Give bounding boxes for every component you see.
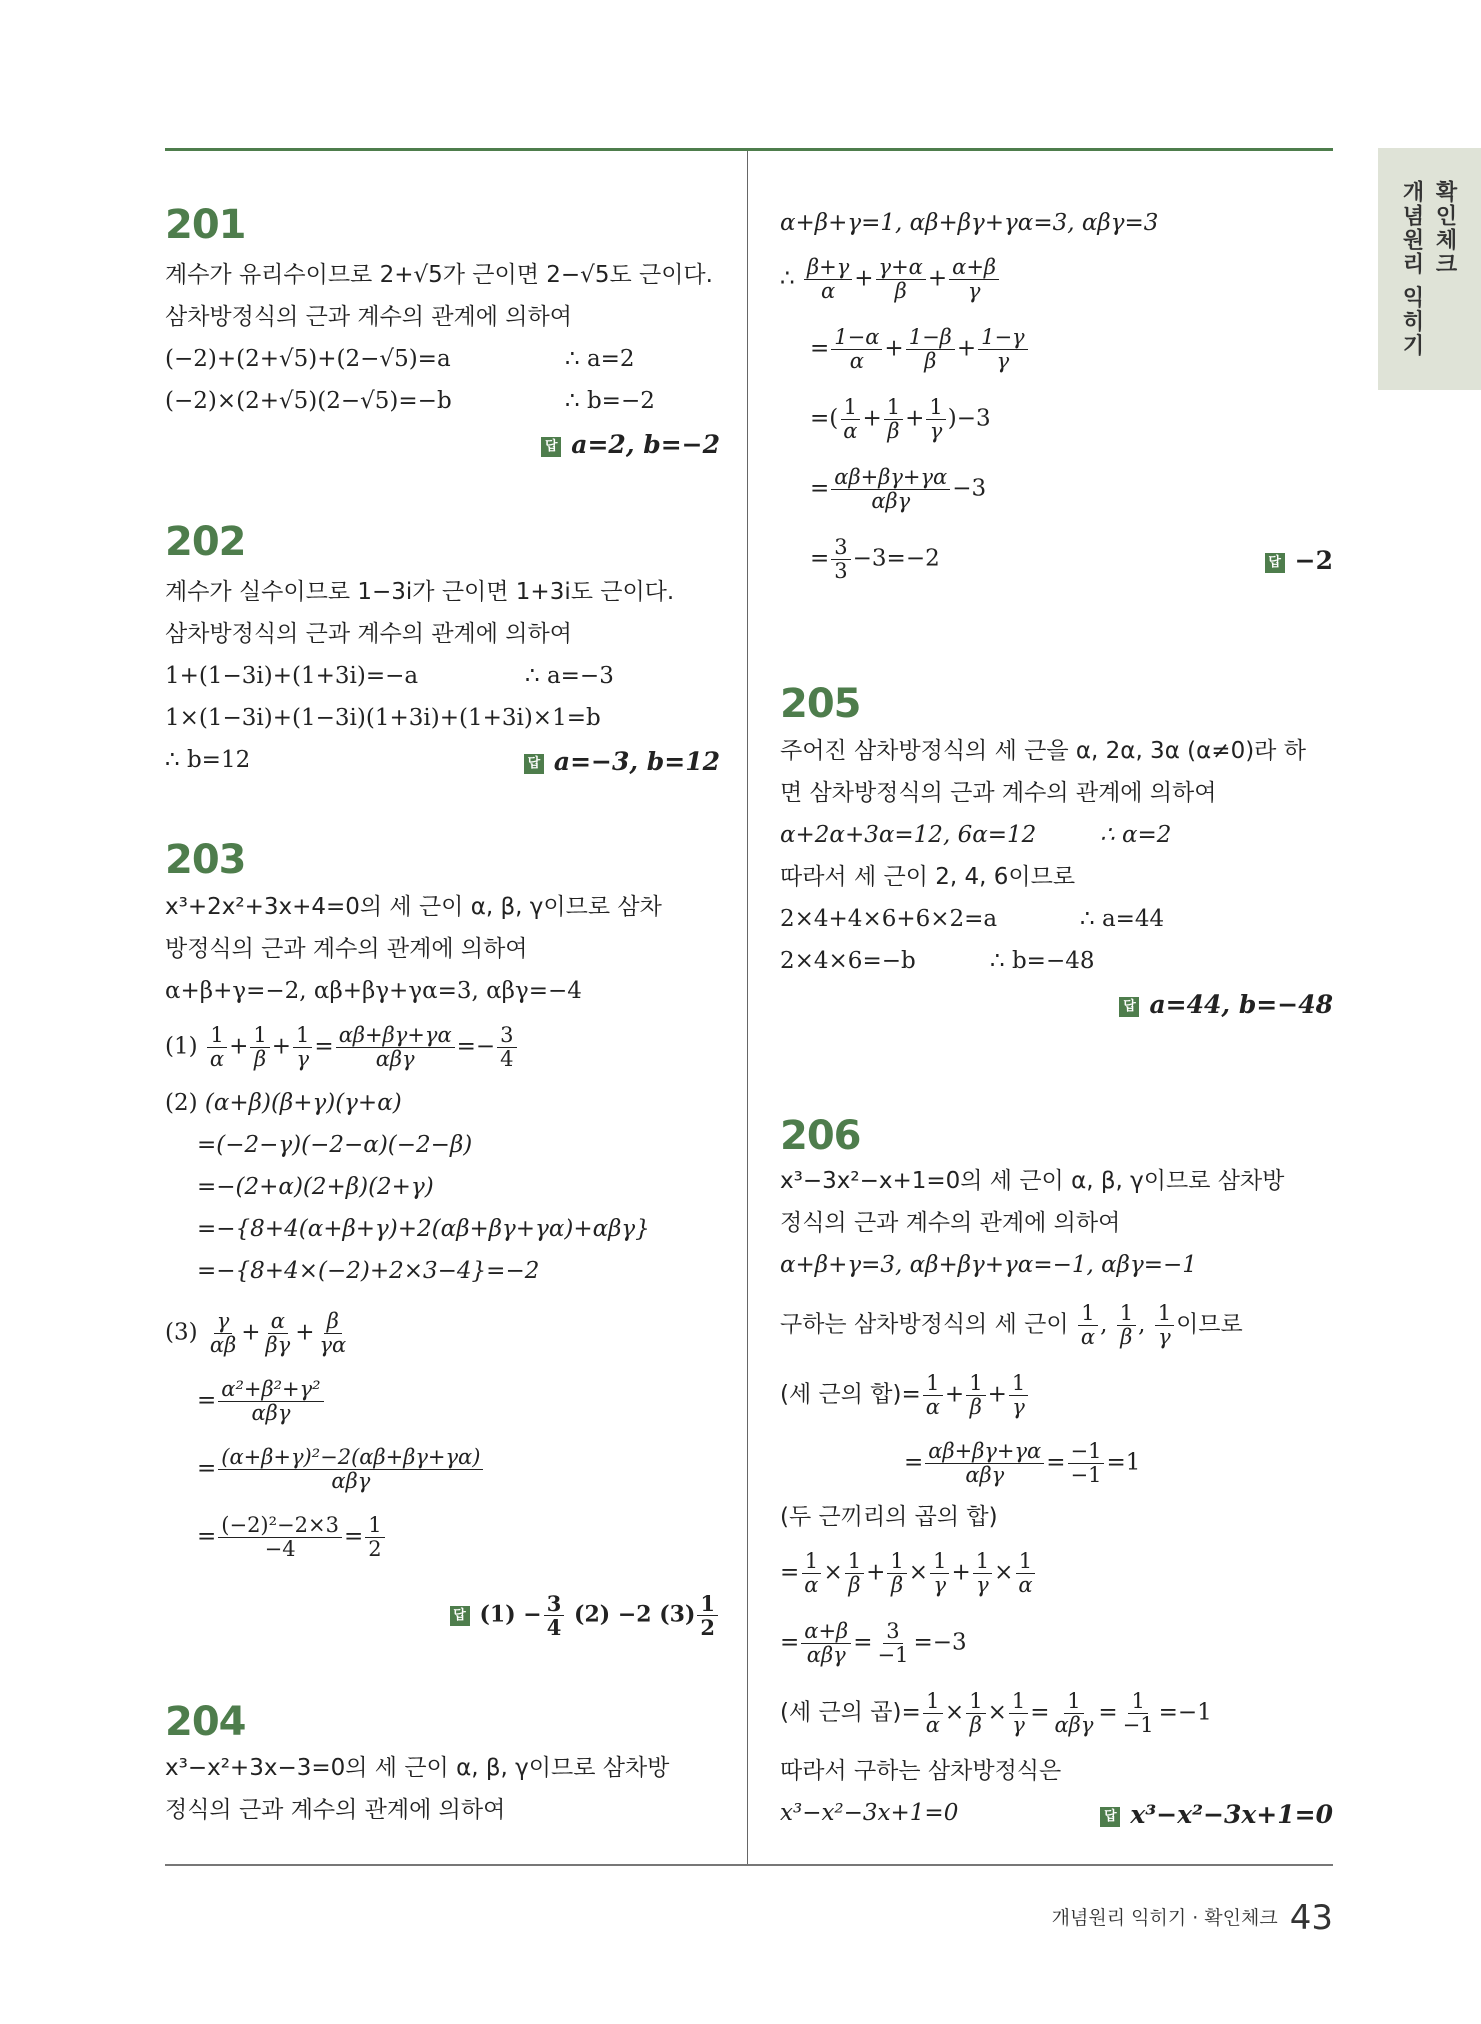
frac-den: α <box>209 1047 225 1072</box>
frac-num: 1 <box>884 396 903 420</box>
frac-den: αβγ <box>251 1401 291 1426</box>
frac-num: 1 <box>923 1372 942 1396</box>
p202-line-3-result: ∴ a=−3 <box>525 663 614 689</box>
frac-num: 1 <box>845 1550 864 1574</box>
frac-den: α <box>843 419 858 444</box>
problem-number-206: 206 <box>780 1113 861 1159</box>
frac-num: (−2)²−2×3 <box>218 1514 342 1538</box>
frac-den: αβγ <box>806 1643 846 1668</box>
page-footer <box>1010 1898 1333 1938</box>
p206-line-2: 정식의 근과 계수의 관계에 의하여 <box>780 1210 1121 1236</box>
p205-line-3: α+2α+3α=12, 6α=12 <box>780 822 1037 848</box>
frac-num: 1 <box>207 1024 226 1048</box>
plus-sign: + <box>271 1033 292 1060</box>
frac-num: α²+β²+γ² <box>218 1378 323 1402</box>
bottom-rule <box>165 1864 1333 1866</box>
p206-line-3: α+β+γ=3, αβ+βγ+γα=−1, αβγ=−1 <box>780 1252 1197 1278</box>
p203-part-1 <box>165 1024 519 1071</box>
p206-final: x³−x²−3x+1=0 <box>780 1800 959 1826</box>
equals-sign: = <box>314 1033 334 1060</box>
p201-line-1: 계수가 유리수이므로 2+√5가 근이면 2−√5도 근이다. <box>165 262 713 288</box>
frac-num: 1 <box>697 1592 718 1616</box>
p204-right-line-4 <box>810 396 991 443</box>
frac-den: α <box>849 349 864 374</box>
plus-sign: + <box>862 405 882 432</box>
frac-den: γ <box>976 1573 989 1598</box>
p203-part-2-label: (2) <box>165 1090 198 1116</box>
frac-den: αβ <box>209 1333 237 1358</box>
p205-answer <box>1119 990 1333 1020</box>
frac-num: 1−α <box>831 326 882 350</box>
frac-num: 3 <box>883 1620 902 1644</box>
equals-sign: = <box>1098 1699 1118 1726</box>
p206-all-label: (세 근의 곱)= <box>780 1699 921 1726</box>
frac-den: β <box>253 1047 267 1072</box>
p203-answer <box>450 1592 720 1639</box>
frac-num: αβ+βγ+γα <box>336 1024 455 1048</box>
p204-right-line-6 <box>810 536 940 583</box>
p203-part-2-line-1 <box>165 1090 402 1118</box>
frac-den: γ <box>929 419 943 444</box>
column-divider <box>747 151 748 1864</box>
frac-den: 4 <box>546 1615 562 1641</box>
p206-sum-line-1 <box>780 1372 1030 1419</box>
equals-sign: = <box>810 475 830 502</box>
p203-part-3-line-3 <box>197 1446 485 1493</box>
frac-den: 2 <box>368 1537 382 1562</box>
frac-num: 1 <box>1078 1302 1097 1326</box>
p206-answer <box>1100 1800 1333 1830</box>
p206-conclude: 따라서 구하는 삼차방정식은 <box>780 1758 1062 1784</box>
plus-sign: + <box>295 1319 315 1346</box>
frac-num: αβ+βγ+γα <box>831 466 950 490</box>
frac-den: γ <box>933 1573 947 1598</box>
times-sign: × <box>823 1559 843 1586</box>
plus-sign: + <box>866 1559 886 1586</box>
p204-answer-text: −2 <box>1294 546 1333 575</box>
therefore-sign: ∴ <box>780 265 795 292</box>
p204-right-line-3 <box>810 326 1030 373</box>
p203-part-3-label: (3) <box>165 1319 198 1346</box>
p202-line-5: ∴ b=12 <box>165 747 251 773</box>
equals-sign: = <box>197 1455 217 1482</box>
frac-num: 1 <box>365 1514 384 1538</box>
result: −3=−2 <box>852 545 940 572</box>
equals-minus: =− <box>456 1033 496 1060</box>
p203-part-2-line-2: =(−2−γ)(−2−α)(−2−β) <box>197 1132 473 1158</box>
frac-den: αβγ <box>871 489 911 514</box>
frac-den: αβγ <box>331 1469 371 1494</box>
p203-part-3-line-2 <box>197 1378 326 1425</box>
equals-sign: = <box>197 1387 217 1414</box>
p203-line-2: 방정식의 근과 계수의 관계에 의하여 <box>165 936 528 962</box>
frac-num: 1 <box>887 1550 906 1574</box>
plus-sign: + <box>229 1033 249 1060</box>
p203-part-2-line-4: =−{8+4(α+β+γ)+2(αβ+βγ+γα)+αβγ} <box>197 1216 650 1242</box>
footer-label: 개념원리 익히기 · 확인체크 <box>1051 1907 1278 1929</box>
frac-den: α <box>804 1573 819 1598</box>
side-tab <box>1378 148 1481 390</box>
frac-den: 4 <box>500 1047 514 1072</box>
frac-num: (α+β+γ)²−2(αβ+βγ+γα) <box>218 1446 483 1470</box>
page-number: 43 <box>1289 1898 1333 1938</box>
p202-answer <box>524 747 720 777</box>
p201-line-4: (−2)×(2+√5)(2−√5)=−b <box>165 388 452 414</box>
p204-line-1: x³−x²+3x−3=0의 세 근이 α, β, γ이므로 삼차방 <box>165 1755 670 1781</box>
frac-den: γ <box>1012 1713 1025 1738</box>
p201-line-4-result: ∴ b=−2 <box>565 388 655 414</box>
frac-den: γ <box>996 349 1010 374</box>
frac-den: β <box>894 279 907 304</box>
answer-badge: 답 <box>1265 553 1285 573</box>
p205-answer-text: a=44, b=−48 <box>1149 990 1333 1019</box>
frac-num: 1 <box>1064 1690 1083 1714</box>
equals-sign: = <box>343 1523 364 1550</box>
p205-line-4: 따라서 세 근이 2, 4, 6이므로 <box>780 864 1076 890</box>
p205-line-3-result: ∴ α=2 <box>1100 822 1172 848</box>
frac-den: β <box>848 1573 861 1598</box>
p206-all-line <box>780 1690 1212 1737</box>
plus-sign: + <box>905 405 925 432</box>
frac-num: α+β <box>801 1620 851 1644</box>
frac-den: γ <box>1158 1325 1171 1350</box>
frac-den: αβγ <box>1054 1713 1094 1738</box>
p206-line-4-post: 이므로 <box>1176 1311 1243 1338</box>
frac-den: β <box>1120 1325 1133 1350</box>
equals-sign: = <box>1030 1699 1050 1726</box>
plus-sign: + <box>951 1559 971 1586</box>
answer-badge: 답 <box>450 1606 470 1626</box>
plus-sign: + <box>956 335 977 362</box>
p205-line-6: 2×4×6=−b <box>780 948 916 974</box>
frac-num: 1 <box>1009 1372 1028 1396</box>
p206-line-4-pre: 구하는 삼차방정식의 세 근이 <box>780 1311 1069 1338</box>
frac-num: β+γ <box>804 256 852 280</box>
frac-num: 3 <box>544 1592 565 1616</box>
side-tab-line-2: 확인체크 <box>1432 180 1457 276</box>
plus-sign: + <box>241 1319 261 1346</box>
times-sign: × <box>987 1699 1007 1726</box>
times-sign: × <box>908 1559 929 1586</box>
equals-sign: = <box>853 1629 873 1656</box>
frac-den: α <box>925 1713 940 1738</box>
equals-sign: = <box>780 1559 800 1586</box>
frac-den: γ <box>967 279 981 304</box>
p204-line-2: 정식의 근과 계수의 관계에 의하여 <box>165 1797 506 1823</box>
frac-den: −1 <box>877 1643 909 1668</box>
frac-num: 1 <box>1117 1302 1136 1326</box>
p203-part-3-line-4 <box>197 1514 387 1561</box>
p206-line-1: x³−3x²−x+1=0의 세 근이 α, β, γ이므로 삼차방 <box>780 1168 1285 1194</box>
p203-answer-2: (2) −2 <box>574 1601 652 1628</box>
frac-num: 3 <box>497 1024 516 1048</box>
frac-den: −4 <box>264 1537 296 1562</box>
minus-3: −3 <box>952 475 987 502</box>
p202-line-4: 1×(1−3i)+(1−3i)(1+3i)+(1+3i)×1=b <box>165 705 601 731</box>
p206-line-4: 구하는 삼차방정식의 세 근이 $\frac{1}{\alpha}$ , $\frac{1}{\beta}$ , $\frac{1}{\gamma}$ 이므로 <box>780 1301 1243 1350</box>
frac-den: γ <box>1012 1395 1025 1420</box>
p202-answer-text: a=−3, b=12 <box>553 747 720 776</box>
frac-den: αβγ <box>375 1047 415 1072</box>
frac-num: γ <box>214 1310 233 1334</box>
frac-num: 1 <box>966 1372 985 1396</box>
frac-den: γ <box>296 1047 309 1072</box>
plus-sign: + <box>944 1381 965 1408</box>
frac-num: 1 <box>923 1690 942 1714</box>
p203-line-3: α+β+γ=−2, αβ+βγ+γα=3, αβγ=−4 <box>165 978 582 1004</box>
frac-num: β <box>324 1310 342 1334</box>
frac-den: α <box>1018 1573 1033 1598</box>
frac-num: 1 <box>802 1550 821 1574</box>
frac-num: 1−β <box>906 326 955 350</box>
p201-line-3-result: ∴ a=2 <box>565 346 635 372</box>
equals-paren: =( <box>810 405 839 432</box>
times-sign: × <box>944 1699 965 1726</box>
plus-sign: + <box>927 265 948 292</box>
frac-num: 3 <box>831 536 850 560</box>
result: =1 <box>1106 1449 1141 1476</box>
answer-badge: 답 <box>1119 997 1139 1017</box>
p201-line-2: 삼차방정식의 근과 계수의 관계에 의하여 <box>165 304 572 330</box>
frac-num: 1 <box>250 1024 269 1048</box>
frac-num: 1 <box>293 1024 312 1048</box>
p203-answer-3: (3) <box>659 1601 696 1628</box>
frac-den: βγ <box>265 1333 291 1358</box>
p205-line-2: 면 삼차방정식의 근과 계수의 관계에 의하여 <box>780 780 1217 806</box>
frac-num: 1 <box>973 1550 992 1574</box>
frac-den: β <box>887 419 900 444</box>
p205-line-1: 주어진 삼차방정식의 세 근을 α, 2α, 3α (α≠0)라 하 <box>780 738 1306 764</box>
p201-line-3: (−2)+(2+√5)+(2−√5)=a <box>165 346 451 372</box>
p204-right-line-1: α+β+γ=1, αβ+βγ+γα=3, αβγ=3 <box>780 210 1159 236</box>
frac-den: β <box>969 1395 982 1420</box>
p206-prod-line-2 <box>780 1620 967 1667</box>
frac-den: α <box>821 279 836 304</box>
p205-line-5: 2×4+4×6+6×2=a <box>780 906 998 932</box>
p203-part-2-line-5: =−{8+4×(−2)+2×3−4}=−2 <box>197 1258 540 1284</box>
frac-num: 1 <box>1155 1302 1174 1326</box>
frac-den: β <box>924 349 937 374</box>
frac-num: −1 <box>1068 1440 1105 1464</box>
result: =−3 <box>913 1629 967 1656</box>
p206-answer-text: x³−x²−3x+1=0 <box>1130 1800 1333 1829</box>
equals-sign: = <box>1046 1449 1066 1476</box>
top-rule <box>165 148 1333 151</box>
equals-sign: = <box>780 1629 800 1656</box>
frac-den: −1 <box>1070 1463 1102 1488</box>
frac-den: 3 <box>834 559 848 584</box>
problem-number-201: 201 <box>165 202 246 248</box>
problem-number-204: 204 <box>165 1699 246 1745</box>
plus-sign: + <box>987 1381 1007 1408</box>
p206-sum-label: (세 근의 합)= <box>780 1381 921 1408</box>
frac-den: α <box>1080 1325 1096 1350</box>
frac-num: γ+α <box>876 256 926 280</box>
p205-line-5-result: ∴ a=44 <box>1080 906 1165 932</box>
p204-right-line-5 <box>810 466 986 513</box>
equals-sign: = <box>904 1449 924 1476</box>
frac-den: β <box>891 1573 904 1598</box>
frac-num: 1 <box>1009 1690 1028 1714</box>
answer-badge: 답 <box>1100 1807 1120 1827</box>
frac-num: α+β <box>949 256 999 280</box>
frac-num: 1 <box>841 396 860 420</box>
result: =−1 <box>1158 1699 1212 1726</box>
p206-prod-label: (두 근끼리의 곱의 합) <box>780 1504 998 1530</box>
p203-line-1: x³+2x²+3x+4=0의 세 근이 α, β, γ이므로 삼차 <box>165 894 662 920</box>
p206-prod-line-1 <box>780 1550 1038 1597</box>
frac-den: γα <box>319 1333 347 1358</box>
answer-badge: 답 <box>541 437 561 457</box>
p205-line-6-result: ∴ b=−48 <box>990 948 1095 974</box>
times-sign: × <box>994 1559 1014 1586</box>
frac-num: 1 <box>926 396 945 420</box>
problem-number-202: 202 <box>165 519 246 565</box>
plus-sign: + <box>854 265 874 292</box>
equals-sign: = <box>810 335 830 362</box>
paren-minus-3: )−3 <box>947 405 991 432</box>
frac-den: α <box>925 1395 940 1420</box>
p201-answer <box>541 430 720 460</box>
frac-num: 1 <box>1128 1690 1147 1714</box>
equals-sign: = <box>810 545 830 572</box>
problem-number-203: 203 <box>165 837 246 883</box>
frac-num: α <box>268 1310 288 1334</box>
plus-sign: + <box>884 335 904 362</box>
frac-num: αβ+βγ+γα <box>925 1440 1044 1464</box>
p204-right-line-2 <box>780 256 1001 303</box>
frac-den: −1 <box>1122 1713 1154 1738</box>
side-tab-line-1: 개념원리 익히기 <box>1399 180 1424 358</box>
frac-num: 1 <box>1016 1550 1035 1574</box>
p206-sum-line-2 <box>904 1440 1140 1487</box>
p203-part-2-line-3: =−(2+α)(2+β)(2+γ) <box>197 1174 434 1200</box>
frac-den: β <box>969 1713 982 1738</box>
p203-part-3-line-1 <box>165 1310 351 1357</box>
p202-line-2: 삼차방정식의 근과 계수의 관계에 의하여 <box>165 621 572 647</box>
p203-part-2-expr: (α+β)(β+γ)(γ+α) <box>204 1090 402 1116</box>
p201-answer-text: a=2, b=−2 <box>571 430 720 459</box>
frac-num: 1 <box>930 1550 949 1574</box>
equals-sign: = <box>197 1523 217 1550</box>
frac-den: 2 <box>700 1615 715 1641</box>
frac-num: 1−γ <box>978 326 1028 350</box>
p202-line-3: 1+(1−3i)+(1+3i)=−a <box>165 663 419 689</box>
problem-number-205: 205 <box>780 681 861 727</box>
frac-den: αβγ <box>965 1463 1005 1488</box>
p204-answer <box>1265 546 1333 576</box>
p203-answer-1: (1) − <box>479 1601 542 1628</box>
frac-num: 1 <box>966 1690 985 1714</box>
answer-badge: 답 <box>524 754 544 774</box>
p203-part-1-label: (1) <box>165 1033 198 1060</box>
p202-line-1: 계수가 실수이므로 1−3i가 근이면 1+3i도 근이다. <box>165 579 675 605</box>
